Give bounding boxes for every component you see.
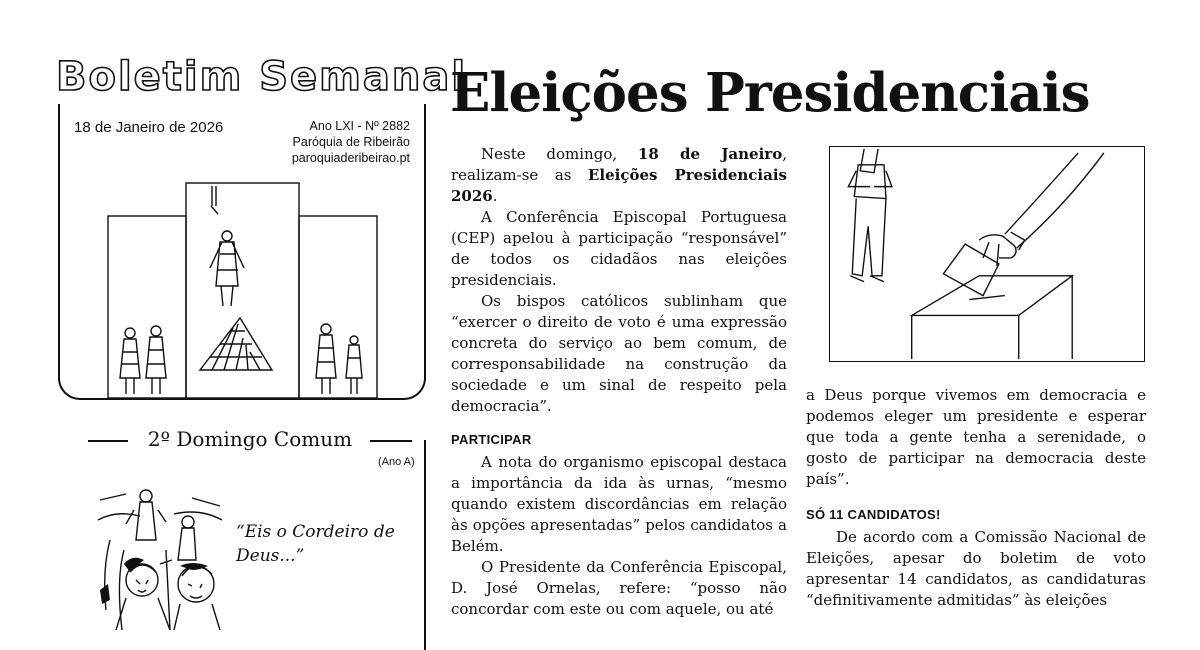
liturgical-year: (Ano A) xyxy=(378,456,415,468)
article-headline: Eleições Presidenciais xyxy=(450,62,1090,124)
sunday-gospel-quote: “Eis o Cordeiro de Deus...” xyxy=(236,522,395,566)
article-paragraph: Os bispos católicos sublinham que “exercer o direito de voto é uma expressão concreta do serviço ao bem comum, de corresponsabilidade na construção da sociedade e um sinal de respeito pela democracia”. xyxy=(451,292,787,415)
article-paragraph: O Presidente da Conferência Episcopal, D. José Ornelas, refere: “posso não concordar com este ou com aquele, ou até xyxy=(451,558,787,618)
intro-text-1: Neste domingo, xyxy=(481,145,638,163)
masthead-title: Boletim Semanal xyxy=(56,54,468,100)
article-column-left xyxy=(451,144,787,620)
article-paragraph: A Conferência Episcopal Portuguesa (CEP) apelou à participação “responsável” de todos os cidadãos nas eleições presidenciais. xyxy=(451,208,787,289)
article-column-right xyxy=(806,385,1146,611)
sunday-heading: 2º Domingo Comum xyxy=(147,427,353,451)
intro-text-3: . xyxy=(492,187,498,205)
issue-number: Ano LXI - Nº 2882 xyxy=(309,119,410,133)
masthead-date: 18 de Janeiro de 2026 xyxy=(74,119,224,136)
ballot-box-illustration xyxy=(829,146,1145,362)
article-paragraph: De acordo com a Comissão Nacional de Eleições, apesar do boletim de voto apresentar 14 candidatos, as candidaturas “definitivamente admitidas” às eleições xyxy=(806,528,1146,609)
church-altarpiece-illustration xyxy=(100,178,400,400)
election-date: 18 de Janeiro xyxy=(637,145,783,163)
election-name: Eleições Presidenciais 2026 xyxy=(451,166,787,205)
article-paragraph-intro xyxy=(451,144,787,207)
section-heading-candidatos: SÓ 11 CANDIDATOS! xyxy=(806,507,941,522)
article-paragraph: a Deus porque vivemos em democracia e podemos eleger um presidente e esperar que toda a gente tenha a serenidade, o gosto de participar na democracia deste país”. xyxy=(806,386,1146,488)
parish-name: Paróquia de Ribeirão xyxy=(292,135,410,149)
article-paragraph: A nota do organismo episcopal destaca a importância da ida às urnas, “mesmo quando existem discordâncias em relação às opções apresentadas” pelos candidatos a Belém. xyxy=(451,453,787,555)
lamb-of-god-illustration xyxy=(96,480,224,630)
parish-website: paroquiaderibeirao.pt xyxy=(291,151,410,165)
section-heading-participar: PARTICIPAR xyxy=(451,432,532,447)
intro-text-2: , realizam-se as xyxy=(451,145,787,184)
sunday-heading-row xyxy=(88,427,412,453)
